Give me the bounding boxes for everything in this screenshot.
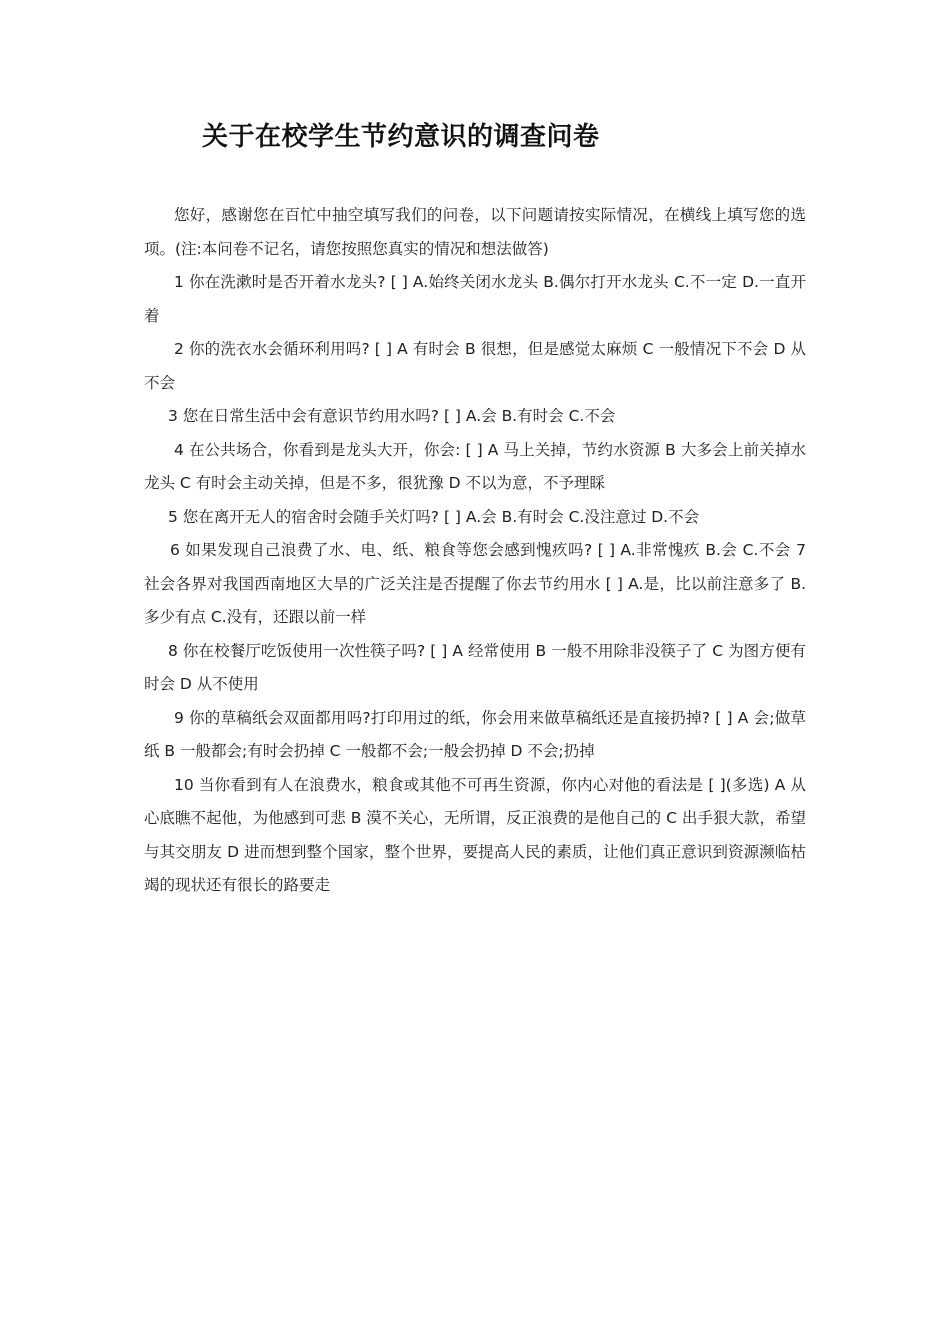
question-10: 10 当你看到有人在浪费水，粮食或其他不可再生资源，你内心对他的看法是 [ ](多选) A 从心底瞧不起他，为他感到可悲 B 漠不关心，无所谓，反正浪费的是他自己的 C 出手狠大款，希望与其交朋友 D 进而想到整个国家，整个世界，要提高人民的素质，让他们真正意识到资源濒临枯竭的现状还有很长的路要走 [144, 775, 806, 894]
question-6-7: 6 如果发现自己浪费了水、电、纸、粮食等您会感到愧疚吗? [ ] A.非常愧疚 B.会 C.不会 7 社会各界对我国西南地区大旱的广泛关注是否提醒了你去节约用水 [ ] A.是，比以前注意多了 B.多少有点 C.没有，还跟以前一样 [144, 541, 806, 626]
question-3: 3 您在日常生活中会有意识节约用水吗? [ ] A.会 B.有时会 C.不会 [168, 407, 616, 425]
question-1: 1 你在洗漱时是否开着水龙头? [ ] A.始终关闭水龙头 B.偶尔打开水龙头 C.不一定 D.一直开着 [144, 273, 806, 325]
question-9: 9 你的草稿纸会双面都用吗?打印用过的纸，你会用来做草稿纸还是直接扔掉? [ ] A 会;做草纸 B 一般都会;有时会扔掉 C 一般都不会;一般会扔掉 D 不会;扔掉 [144, 708, 806, 760]
question-5: 5 您在离开无人的宿舍时会随手关灯吗? [ ] A.会 B.有时会 C.没注意过 D.不会 [168, 507, 700, 526]
document-body [144, 199, 806, 903]
question-2: 2 你的洗衣水会循环利用吗? [ ] A 有时会 B 很想，但是感觉太麻烦 C 一般情况下不会 D 从不会 [144, 340, 806, 392]
question-4: 4 在公共场合，你看到是龙头大开，你会: [ ] A 马上关掉，节约水资源 B 大多会上前关掉水龙头 C 有时会主动关掉，但是不多，很犹豫 D 不以为意，不予理睬 [144, 440, 806, 492]
document-title: 关于在校学生节约意识的调查问卷 [202, 122, 600, 152]
question-8: 8 你在校餐厅吃饭使用一次性筷子吗? [ ] A 经常使用 B 一般不用除非没筷子了 C 为图方便有时会 D 从不使用 [144, 641, 806, 693]
intro-paragraph: 您好，感谢您在百忙中抽空填写我们的问卷，以下问题请按实际情况，在横线上填写您的选项。(注:本问卷不记名，请您按照您真实的情况和想法做答) [144, 206, 806, 258]
